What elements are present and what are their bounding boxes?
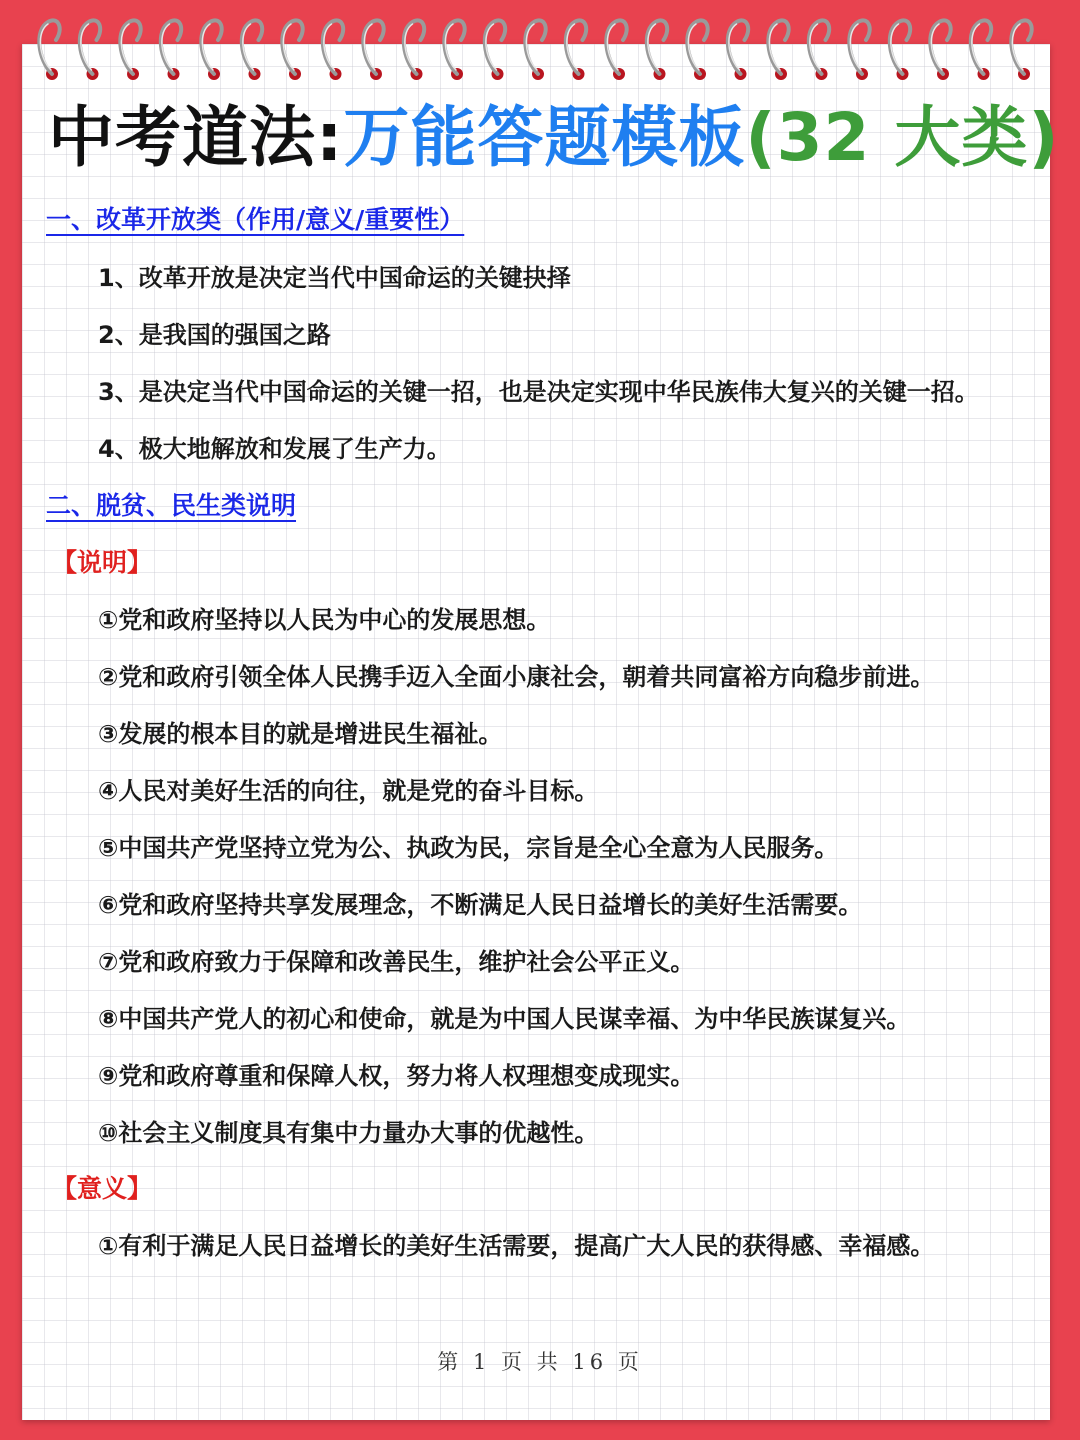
binding-wire: [201, 20, 221, 74]
binding-ring: [485, 20, 505, 80]
binding-wire: [687, 20, 707, 74]
binding-ring: [404, 20, 424, 80]
section-heading-reform-text: 一、改革开放类（作用/意义/重要性）: [46, 205, 465, 234]
binding-wire: [768, 20, 788, 74]
binding-wire: [930, 20, 950, 74]
meaning-tag: 【意义】: [52, 1174, 153, 1203]
binding-ring: [323, 20, 343, 80]
list-item: ⑤中国共产党坚持立党为公、执政为民，宗旨是全心全意为人民服务。: [98, 834, 839, 862]
binding-ring: [768, 20, 788, 80]
page-number-footer: 第 1 页 共 16 页: [437, 1350, 643, 1374]
title-main: 万能答题模板: [343, 99, 746, 176]
binding-wire-highlight: [567, 24, 578, 70]
binding-ring: [363, 20, 383, 80]
binding-ring: [201, 20, 221, 80]
binding-ring: [120, 20, 140, 80]
binding-wire-highlight: [486, 24, 497, 70]
binding-wire-highlight: [162, 24, 173, 70]
binding-ring: [687, 20, 707, 80]
section-heading-livelihood-text: 二、脱贫、民生类说明: [46, 491, 297, 520]
list-item: ⑨党和政府尊重和保障人权，努力将人权理想变成现实。: [98, 1062, 695, 1090]
binding-wire: [525, 20, 545, 74]
binding-ring: [809, 20, 829, 80]
binding-wire-highlight: [850, 24, 861, 70]
binding-wire: [809, 20, 829, 74]
explain-tag: 【说明】: [52, 548, 153, 577]
binding-wire: [161, 20, 181, 74]
binding-wire: [728, 20, 748, 74]
binding-wire-highlight: [972, 24, 983, 70]
binding-ring: [971, 20, 991, 80]
binding-ring: [566, 20, 586, 80]
binding-ring: [930, 20, 950, 80]
binding-wire: [971, 20, 991, 74]
binding-wire-highlight: [931, 24, 942, 70]
list-item: 2、是我国的强国之路: [98, 321, 331, 349]
binding-ring: [1011, 20, 1031, 80]
binding-wire-highlight: [648, 24, 659, 70]
binding-wire-highlight: [1012, 24, 1023, 70]
binding-wire: [566, 20, 586, 74]
list-item: 3、是决定当代中国命运的关键一招，也是决定实现中华民族伟大复兴的关键一招。: [98, 378, 979, 406]
binding-ring: [242, 20, 262, 80]
binding-wire: [323, 20, 343, 74]
binding-ring: [525, 20, 545, 80]
binding-wire-highlight: [81, 24, 92, 70]
binding-ring: [728, 20, 748, 80]
title-prefix: 中考道法:: [48, 99, 344, 176]
binding-ring: [647, 20, 667, 80]
binding-wire-highlight: [891, 24, 902, 70]
binding-ring: [39, 20, 59, 80]
spiral-binding: [22, 0, 1050, 90]
binding-wire: [606, 20, 626, 74]
binding-ring: [80, 20, 100, 80]
list-item: ①党和政府坚持以人民为中心的发展思想。: [98, 606, 551, 634]
binding-wire-highlight: [364, 24, 375, 70]
binding-wire-highlight: [729, 24, 740, 70]
binding-ring: [444, 20, 464, 80]
binding-ring: [849, 20, 869, 80]
list-item: ⑧中国共产党人的初心和使命，就是为中国人民谋幸福、为中华民族谋复兴。: [98, 1005, 911, 1033]
binding-wire: [890, 20, 910, 74]
title-suffix: (32 大类): [745, 99, 1060, 176]
binding-wire: [485, 20, 505, 74]
binding-wire-highlight: [40, 24, 51, 70]
binding-wire: [363, 20, 383, 74]
binding-ring: [161, 20, 181, 80]
binding-wire-highlight: [243, 24, 254, 70]
binding-wire: [80, 20, 100, 74]
binding-wire: [1011, 20, 1031, 74]
list-item: ②党和政府引领全体人民携手迈入全面小康社会，朝着共同富裕方向稳步前进。: [98, 663, 935, 691]
list-item: ①有利于满足人民日益增长的美好生活需要，提高广大人民的获得感、幸福感。: [98, 1232, 935, 1260]
binding-ring: [606, 20, 626, 80]
binding-wire: [242, 20, 262, 74]
binding-wire-highlight: [121, 24, 132, 70]
binding-wire-highlight: [607, 24, 618, 70]
list-item: 4、极大地解放和发展了生产力。: [98, 435, 451, 463]
binding-wire-highlight: [283, 24, 294, 70]
binding-ring: [282, 20, 302, 80]
list-item: ⑩社会主义制度具有集中力量办大事的优越性。: [98, 1119, 599, 1147]
list-item: ⑦党和政府致力于保障和改善民生，维护社会公平正义。: [98, 948, 695, 976]
list-item: 1、改革开放是决定当代中国命运的关键抉择: [98, 264, 571, 292]
binding-wire: [647, 20, 667, 74]
binding-wire-highlight: [769, 24, 780, 70]
binding-wire: [849, 20, 869, 74]
page-title: [48, 96, 1060, 180]
binding-wire-highlight: [445, 24, 456, 70]
binding-wire: [282, 20, 302, 74]
binding-wire-highlight: [202, 24, 213, 70]
binding-wire: [404, 20, 424, 74]
binding-ring: [890, 20, 910, 80]
list-item: ④人民对美好生活的向往，就是党的奋斗目标。: [98, 777, 599, 805]
binding-wire: [120, 20, 140, 74]
list-item: ⑥党和政府坚持共享发展理念，不断满足人民日益增长的美好生活需要。: [98, 891, 863, 919]
binding-wire-highlight: [810, 24, 821, 70]
binding-wire-highlight: [526, 24, 537, 70]
binding-wire: [444, 20, 464, 74]
binding-wire-highlight: [324, 24, 335, 70]
list-item: ③发展的根本目的就是增进民生福祉。: [98, 720, 503, 748]
section-heading-livelihood: [46, 486, 296, 522]
section-heading-reform: [46, 200, 464, 236]
binding-wire-highlight: [405, 24, 416, 70]
binding-wire: [39, 20, 59, 74]
binding-wire-highlight: [688, 24, 699, 70]
